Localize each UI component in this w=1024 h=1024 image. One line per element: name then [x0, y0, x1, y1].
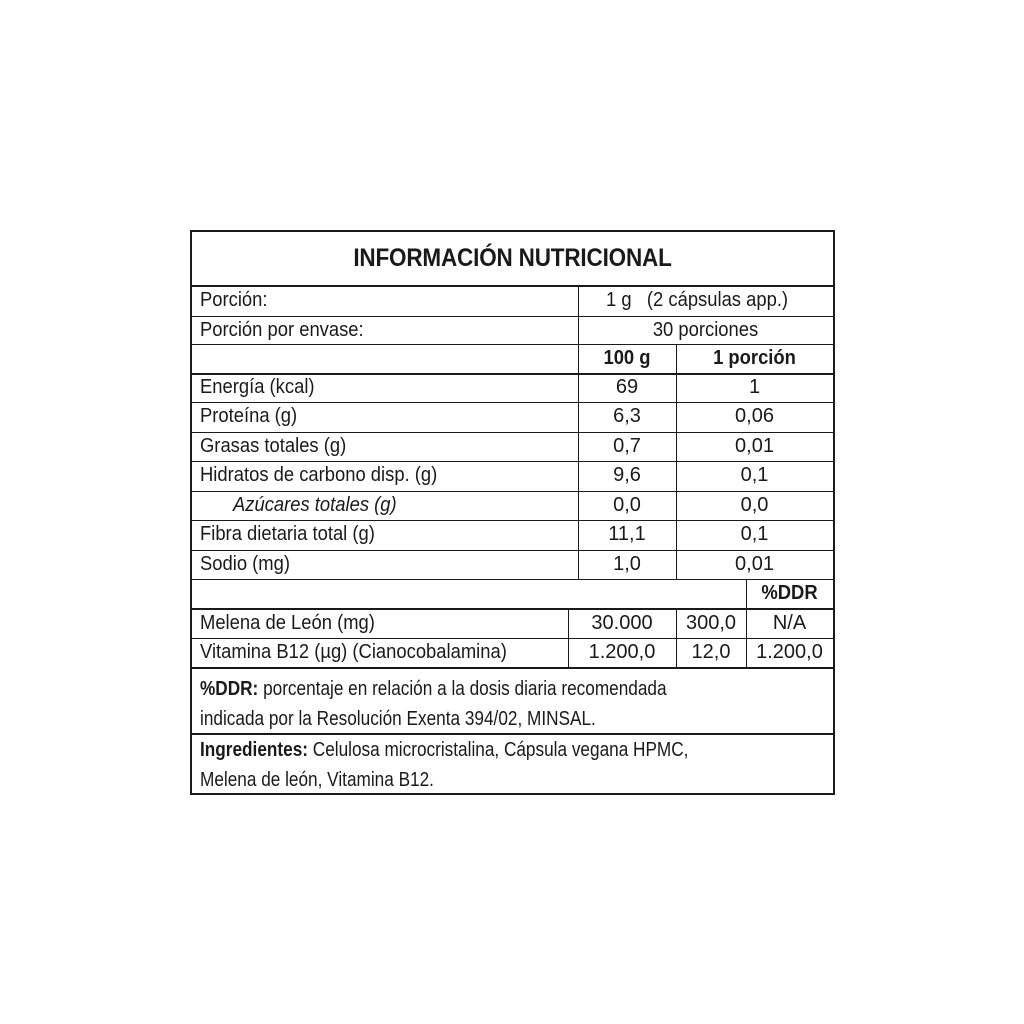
extra-value-ddr: N/A [772, 612, 807, 634]
extra-name: Melena de León (mg) [200, 612, 375, 634]
nutrient-value-serving: 0,0 [740, 494, 769, 516]
extra-value-serving: 12,0 [691, 641, 731, 663]
nutrient-name: Sodio (mg) [200, 553, 290, 575]
nutrient-name: Energía (kcal) [200, 376, 315, 398]
extra-value-ddr: 1.200,0 [756, 641, 823, 663]
divider [192, 667, 833, 669]
nutrient-name: Fibra dietaria total (g) [200, 523, 375, 545]
column-divider [568, 608, 569, 667]
extra-name: Vitamina B12 (µg) (Cianocobalamina) [200, 641, 507, 663]
nutrient-value-100g: 1,0 [613, 553, 641, 575]
column-divider [676, 344, 677, 579]
label-title: INFORMACIÓN NUTRICIONAL [353, 244, 672, 272]
nutrient-value-100g: 0,0 [613, 494, 641, 516]
divider [192, 579, 833, 580]
servings-per-container-value: 30 porciones [652, 319, 759, 341]
column-divider [746, 608, 747, 667]
nutrient-value-100g: 11,1 [608, 523, 646, 545]
ddr-footnote-text: indicada por la Resolución Exenta 394/02, MINSAL. [200, 708, 596, 730]
ingredients-label: Ingredientes: [200, 739, 308, 761]
serving-value: 1 g (2 cápsulas app.) [606, 289, 789, 311]
nutrient-value-100g: 6,3 [613, 405, 641, 427]
nutrient-value-serving: 0,1 [740, 464, 769, 486]
column-divider [578, 285, 579, 344]
column-header-ddr: %DDR [761, 582, 818, 604]
extra-value-100g: 1.200,0 [588, 641, 656, 663]
nutrient-name: Hidratos de carbono disp. (g) [200, 464, 438, 486]
ingredients-text: Celulosa microcristalina, Cápsula vegana HPMC, [307, 739, 689, 761]
nutrient-value-serving: 1 [748, 376, 761, 398]
extra-value-100g: 30.000 [591, 612, 653, 634]
nutrient-value-serving: 0,1 [740, 523, 769, 545]
nutrient-value-serving: 0,01 [735, 553, 774, 575]
nutrient-value-100g: 0,7 [613, 435, 641, 457]
ddr-footnote-text: porcentaje en relación a la dosis diaria recomendada [258, 678, 667, 700]
ingredients-text: Melena de león, Vitamina B12. [200, 769, 434, 791]
column-header-serving: 1 porción [713, 347, 796, 369]
servings-per-container-label: Porción por envase: [200, 319, 364, 341]
ingredients [200, 735, 819, 795]
nutrient-value-serving: 0,01 [735, 435, 774, 457]
column-divider [676, 608, 677, 667]
nutrition-facts-label [190, 230, 835, 795]
nutrient-name: Proteína (g) [200, 405, 298, 427]
column-header-100g: 100 g [603, 347, 651, 369]
ddr-footnote [200, 674, 819, 734]
column-divider [746, 579, 747, 608]
nutrient-value-100g: 69 [615, 376, 639, 398]
serving-label: Porción: [200, 289, 268, 311]
nutrient-name: Grasas totales (g) [200, 435, 347, 457]
nutrient-value-serving: 0,06 [735, 405, 774, 427]
column-divider [578, 344, 579, 579]
ddr-footnote-label: %DDR: [200, 678, 259, 700]
nutrient-value-100g: 9,6 [613, 464, 641, 486]
extra-value-serving: 300,0 [685, 612, 737, 634]
nutrient-name-sub: Azúcares totales (g) [233, 494, 397, 516]
